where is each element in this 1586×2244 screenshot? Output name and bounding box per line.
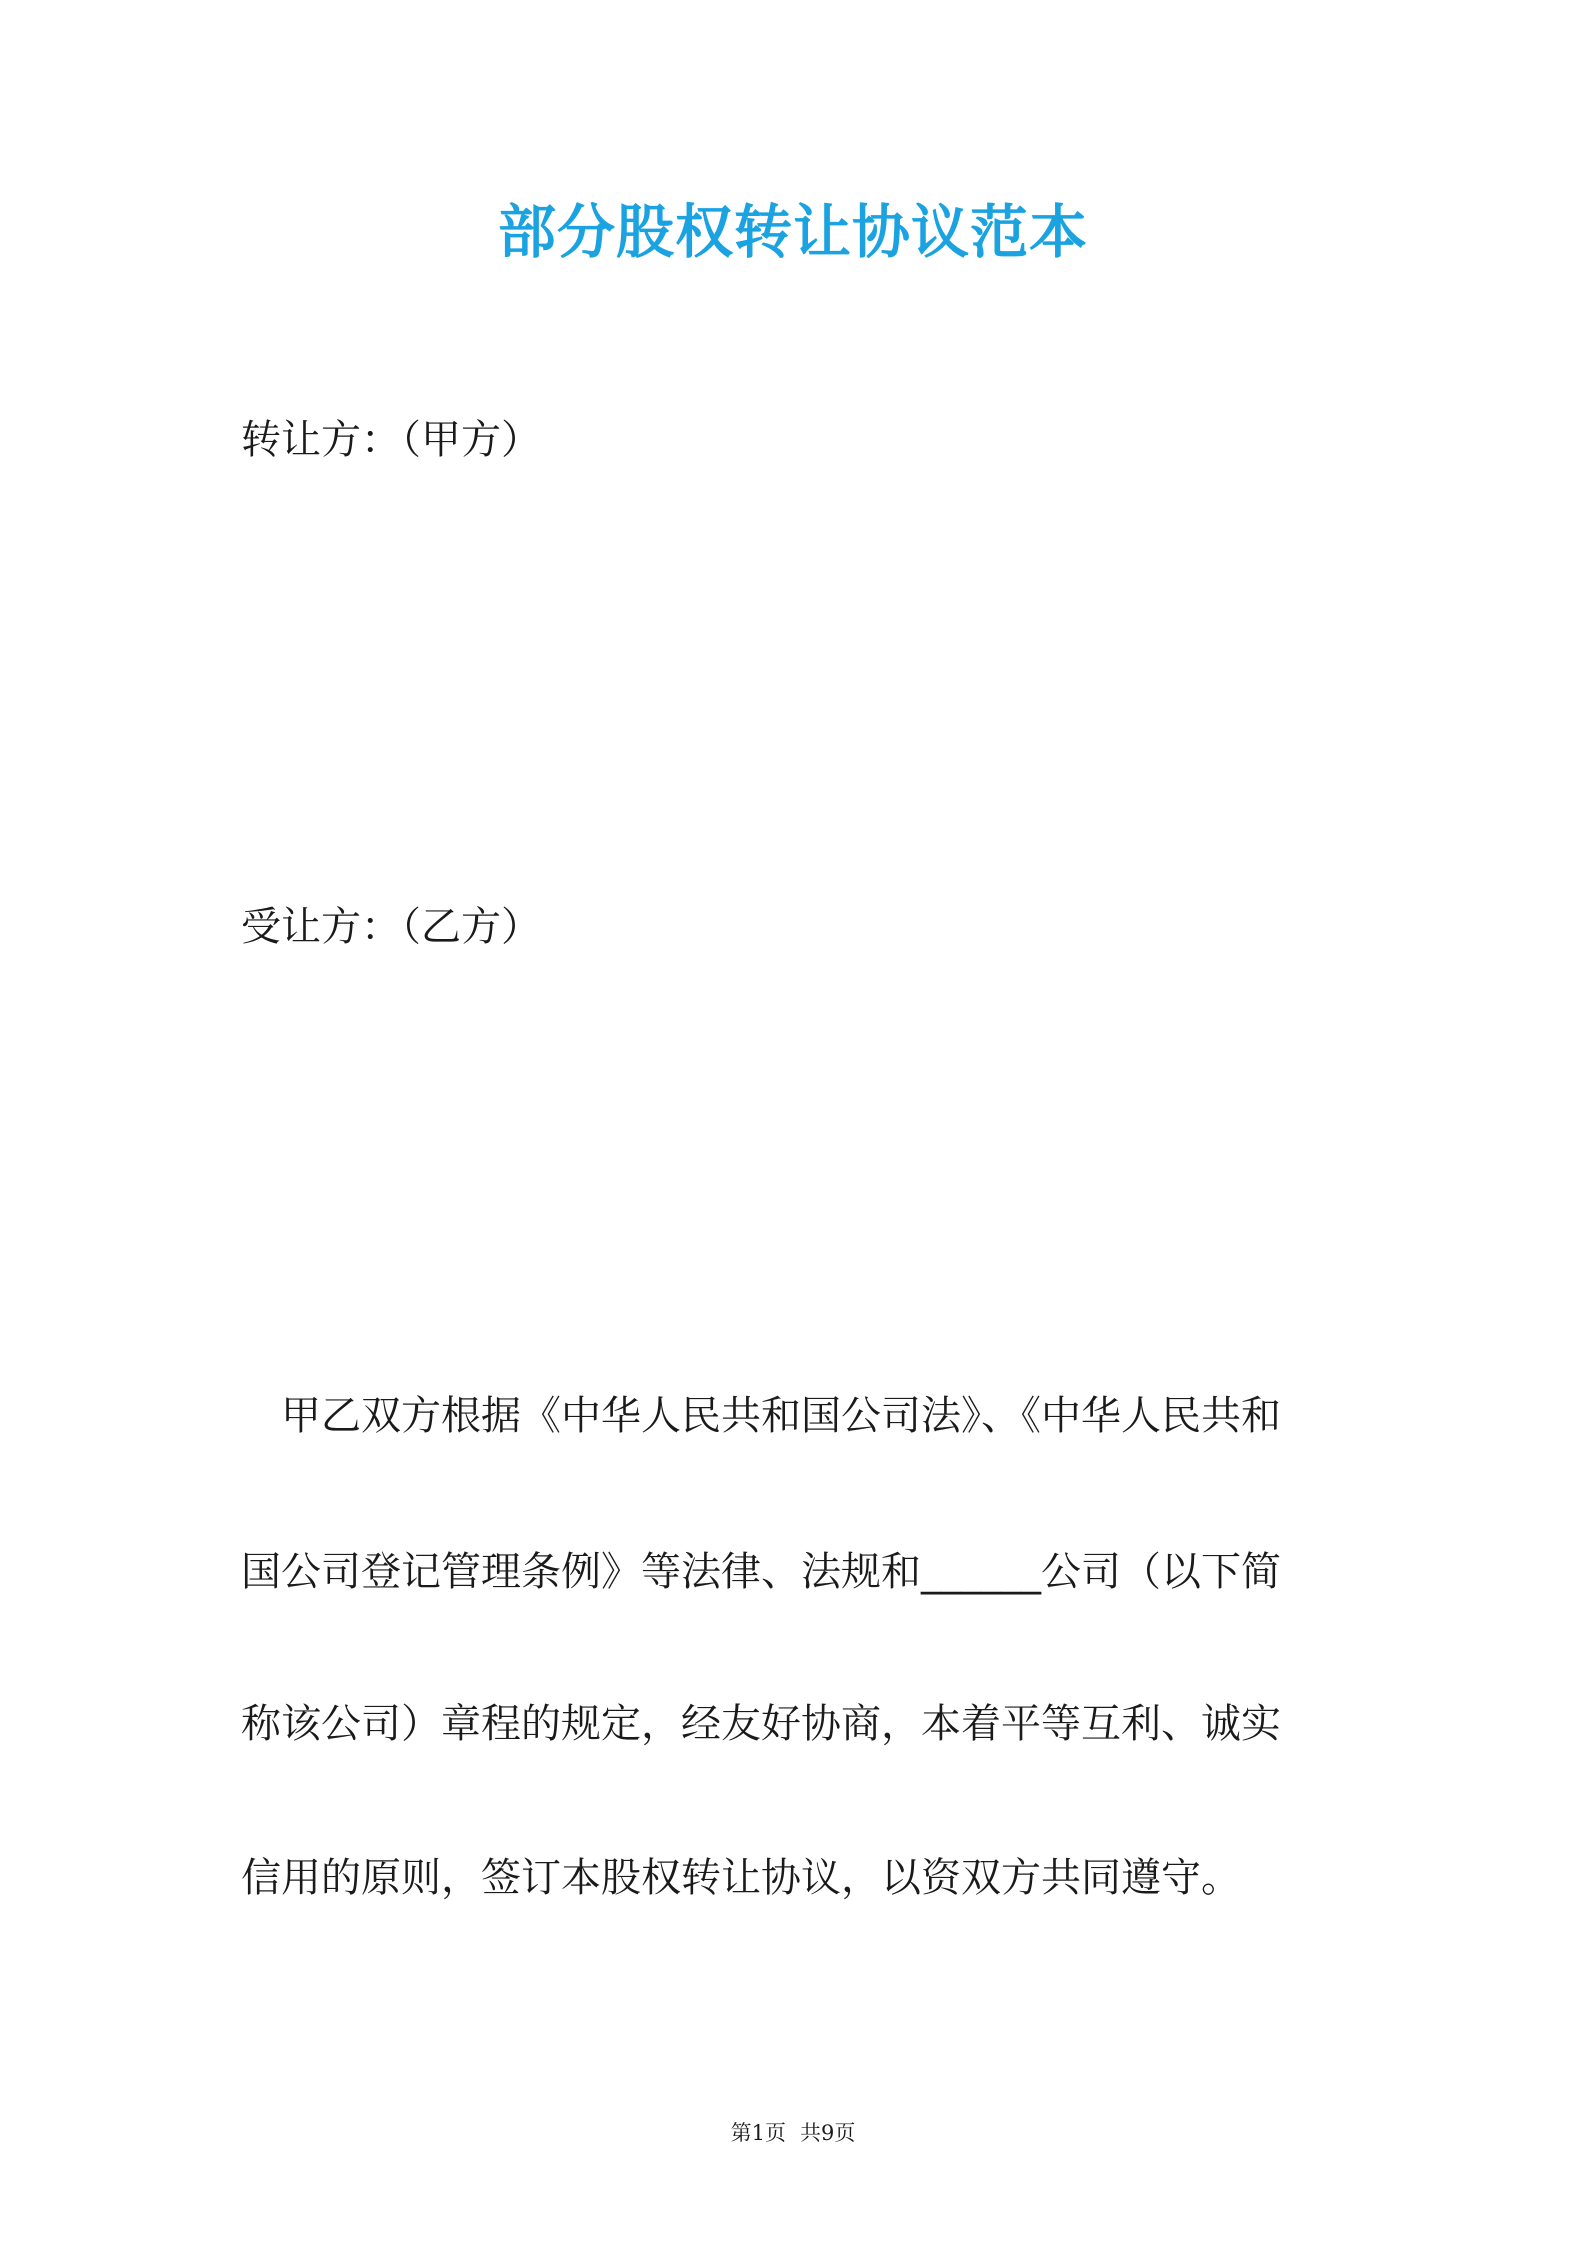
document-title: 部分股权转让协议范本 bbox=[497, 198, 1088, 266]
transferee-label: 受让方：（乙方） bbox=[241, 904, 541, 950]
transferor-label: 转让方：（甲方） bbox=[241, 417, 541, 463]
paragraph-line: 信用的原则，签订本股权转让协议，以资双方共同遵守。 bbox=[241, 1855, 1241, 1901]
paragraph-line: 称该公司）章程的规定，经友好协商，本着平等互利、诚实 bbox=[241, 1701, 1281, 1747]
page-total: 共9页 bbox=[800, 2121, 856, 2145]
paragraph-line: 甲乙双方根据《中华人民共和国公司法》、《中华人民共和 bbox=[241, 1393, 1281, 1439]
page-number: 第1页 bbox=[730, 2121, 786, 2145]
paragraph-line: 国公司登记管理条例》等法律、法规和______公司（以下简 bbox=[241, 1549, 1281, 1595]
page-footer bbox=[0, 2119, 1586, 2147]
